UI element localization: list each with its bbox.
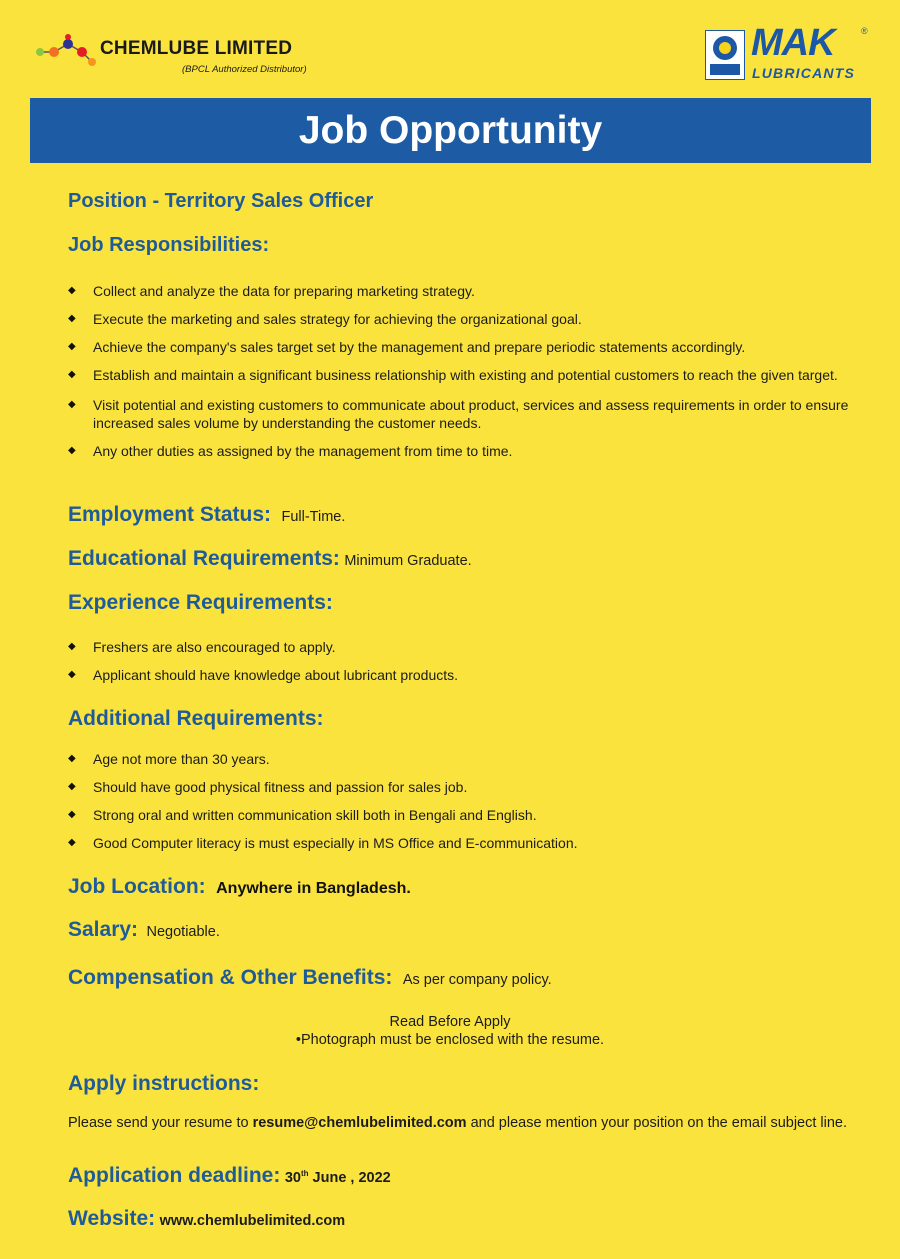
list-item: ◆ Good Computer literacy is must especially in MS Office and E-communication. bbox=[68, 834, 880, 852]
position-heading: Position - Territory Sales Officer bbox=[68, 190, 374, 212]
note-line-2: •Photograph must be enclosed with the resume. bbox=[295, 1032, 605, 1048]
deadline-date bbox=[285, 1170, 391, 1186]
deadline-month-year: June , 2022 bbox=[308, 1170, 391, 1186]
deadline-label: Application deadline: bbox=[68, 1164, 281, 1187]
list-item: ◆ Visit potential and existing customers to communicate about product, services and assess requirements in order to ensure increased sales volume by understanding the customer needs. bbox=[68, 396, 880, 432]
title-banner bbox=[30, 98, 871, 163]
mak-logo-text: MAK bbox=[751, 22, 835, 64]
website bbox=[68, 1207, 345, 1231]
location-label: Job Location: bbox=[68, 875, 206, 898]
salary-label: Salary: bbox=[68, 918, 139, 941]
benefits-label: Compensation & Other Benefits: bbox=[68, 966, 393, 989]
responsibilities-heading: Job Responsibilities: bbox=[68, 234, 270, 256]
compensation-benefits bbox=[68, 966, 552, 990]
bpcl-logo-icon bbox=[705, 30, 745, 80]
education-requirements bbox=[68, 547, 472, 571]
location-value: Anywhere in Bangladesh. bbox=[216, 880, 411, 897]
company-subtitle: (BPCL Authorized Distributor) bbox=[182, 64, 307, 75]
education-value: Minimum Graduate. bbox=[344, 553, 472, 569]
list-item: ◆ Execute the marketing and sales strategy for achieving the organizational goal. bbox=[68, 310, 880, 328]
experience-list bbox=[68, 638, 880, 684]
additional-heading: Additional Requirements: bbox=[68, 707, 324, 730]
list-item: ◆ Establish and maintain a significant business relationship with existing and potential customers to reach the given target. bbox=[68, 366, 880, 384]
list-item: ◆ Should have good physical fitness and passion for sales job. bbox=[68, 778, 880, 796]
company-name: CHEMLUBE LIMITED bbox=[100, 38, 293, 59]
salary bbox=[68, 918, 220, 942]
apply-text-after: and please mention your position on the email subject line. bbox=[466, 1115, 848, 1131]
list-item: ◆ Freshers are also encouraged to apply. bbox=[68, 638, 880, 656]
registered-mark: ® bbox=[861, 26, 868, 36]
education-label: Educational Requirements: bbox=[68, 547, 340, 570]
additional-list bbox=[68, 750, 880, 852]
employment-status-value: Full-Time. bbox=[281, 509, 346, 525]
deadline-day-suffix: th bbox=[300, 1169, 309, 1179]
employment-status bbox=[68, 503, 345, 527]
list-item: ◆ Collect and analyze the data for preparing marketing strategy. bbox=[68, 282, 880, 300]
page-title: Job Opportunity bbox=[298, 109, 603, 152]
list-item: ◆ Applicant should have knowledge about lubricant products. bbox=[68, 666, 880, 684]
apply-instructions bbox=[68, 1115, 847, 1131]
job-location bbox=[68, 875, 411, 899]
benefits-value: As per company policy. bbox=[402, 972, 552, 988]
list-item: ◆ Age not more than 30 years. bbox=[68, 750, 880, 768]
responsibilities-list bbox=[68, 282, 880, 460]
resume-email-link[interactable]: resume@chemlubelimited.com bbox=[252, 1115, 467, 1131]
website-label: Website: bbox=[68, 1207, 156, 1230]
experience-heading: Experience Requirements: bbox=[68, 591, 333, 614]
website-link[interactable]: www.chemlubelimited.com bbox=[159, 1213, 346, 1229]
apply-text-before: Please send your resume to bbox=[68, 1115, 253, 1131]
salary-value: Negotiable. bbox=[146, 924, 220, 940]
list-item: ◆ Achieve the company's sales target set by the management and prepare periodic statements accordingly. bbox=[68, 338, 880, 356]
molecule-icon bbox=[34, 34, 98, 68]
lubricants-logo-text: LUBRICANTS bbox=[752, 65, 855, 81]
deadline-day: 30 bbox=[284, 1170, 301, 1186]
list-item: ◆ Any other duties as assigned by the management from time to time. bbox=[68, 442, 880, 460]
employment-status-label: Employment Status: bbox=[68, 503, 272, 526]
apply-heading: Apply instructions: bbox=[68, 1072, 260, 1095]
note-line-1: Read Before Apply bbox=[389, 1014, 511, 1030]
mak-lubricants-logo bbox=[703, 22, 873, 84]
application-deadline bbox=[68, 1164, 391, 1188]
read-before-apply-note bbox=[0, 1013, 900, 1049]
list-item: ◆ Strong oral and written communication skill both in Bengali and English. bbox=[68, 806, 880, 824]
